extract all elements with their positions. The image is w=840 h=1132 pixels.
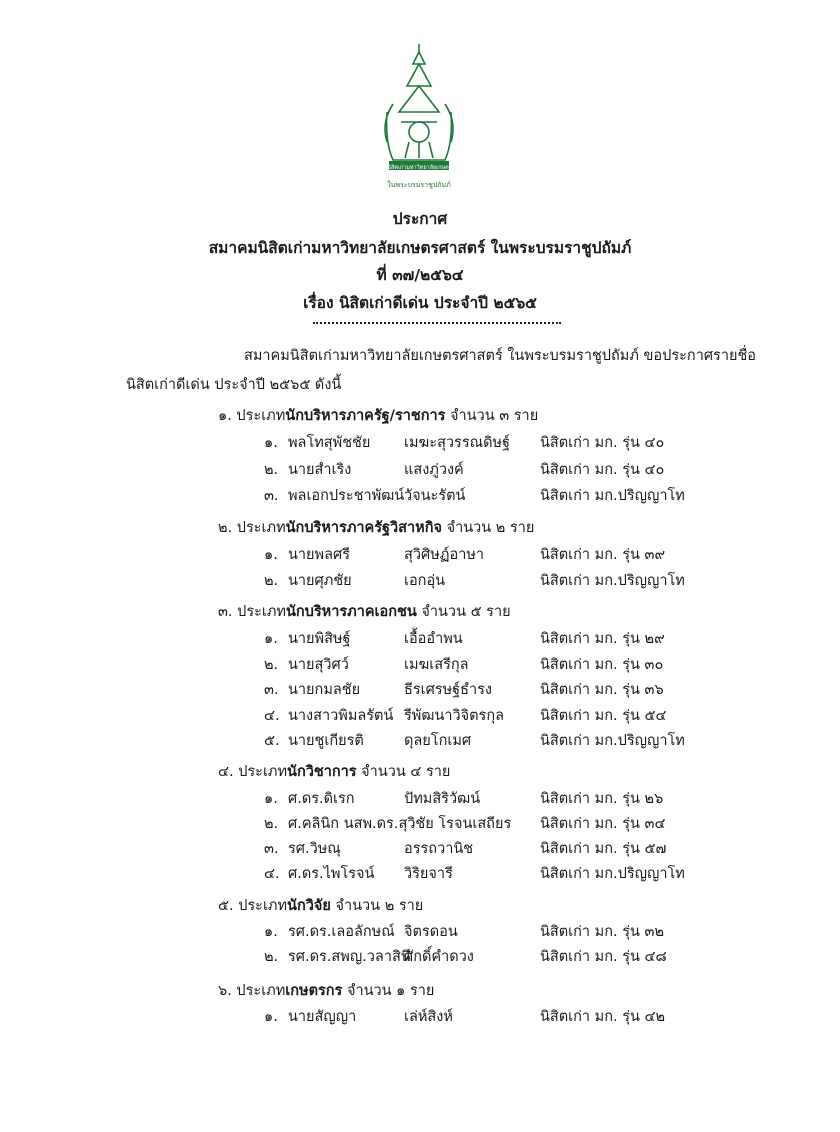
category-count: จำนวน ๓ ราย	[445, 408, 539, 424]
person-first-name: ศ.ดร.ดิเรก	[288, 791, 355, 807]
person-alumni-class: นิสิตเก่า มก.ปริญญาโท	[540, 488, 685, 504]
list-item	[0, 729, 800, 755]
person-alumni-class: นิสิตเก่า มก. รุ่น ๓๐	[540, 657, 664, 673]
person-first-name: นายพิสิษฐ์	[288, 631, 351, 647]
category-heading	[218, 404, 538, 427]
list-item	[0, 543, 800, 569]
list-item	[0, 627, 800, 653]
person-alumni-class: นิสิตเก่า มก. รุ่น ๕๗	[540, 841, 667, 857]
person-first-name: นายสุวิศว์	[288, 657, 349, 673]
person-first-name: รศ.วิษณุ	[288, 841, 341, 857]
list-item	[0, 945, 800, 971]
category-prefix: ๕. ประเภท	[218, 898, 288, 914]
item-number: ๔.	[264, 708, 280, 724]
person-first-name: ศ.ดร.ไพโรจน์	[288, 866, 375, 882]
item-number: ๑.	[264, 547, 278, 563]
person-first-name: นายศุภชัย	[288, 573, 352, 589]
person-first-name: รศ.ดร.สพญ.วลาสินี	[288, 949, 411, 965]
person-last-name: รีพัฒนาวิจิตรกุล	[404, 708, 505, 724]
category-heading	[218, 760, 450, 783]
person-alumni-class: นิสิตเก่า มก. รุ่น ๓๖	[540, 682, 664, 698]
category-prefix: ๓. ประเภท	[218, 604, 286, 620]
person-last-name: วิริยจารี	[404, 866, 453, 882]
emblem-ring-text: สมาคมนิสิตเก่ามหาวิทยาลัยเกษตรศาสตร์	[369, 165, 469, 171]
person-alumni-class: นิสิตเก่า มก.ปริญญาโท	[540, 733, 685, 749]
item-number: ๓.	[264, 682, 279, 698]
item-number: ๒.	[264, 462, 279, 478]
dotted-divider	[313, 322, 561, 324]
category-heading	[218, 979, 434, 1002]
list-item	[0, 862, 800, 888]
person-alumni-class: นิสิตเก่า มก. รุ่น ๔๘	[540, 949, 667, 965]
list-item	[0, 678, 800, 704]
item-number: ๒.	[264, 949, 279, 965]
list-item	[0, 787, 800, 813]
item-number: ๕.	[264, 733, 280, 749]
person-first-name: ศ.คลินิก นสพ.ดร.สุวิชัย โรจนเสถียร	[288, 816, 512, 832]
announcement-title: ประกาศ	[392, 210, 448, 228]
person-last-name: วัจนะรัตน์	[404, 488, 466, 504]
intro-line-1: สมาคมนิสิตเก่ามหาวิทยาลัยเกษตรศาสตร์ ในพระบรมราชูปถัมภ์ ขอประกาศรายชื่อ	[244, 348, 757, 364]
item-number: ๑.	[264, 631, 278, 647]
person-first-name: นายกมลชัย	[288, 682, 361, 698]
person-alumni-class: นิสิตเก่า มก. รุ่น ๒๙	[540, 631, 665, 647]
category-count: จำนวน ๑ ราย	[342, 983, 435, 999]
person-first-name: นายสำเริง	[288, 462, 352, 478]
person-first-name: พลโทสุพัชชัย	[288, 435, 371, 451]
category-name: นักบริหารภาครัฐ/ราชการ	[285, 408, 446, 424]
list-item	[0, 837, 800, 863]
category-count: จำนวน ๒ ราย	[441, 520, 535, 536]
list-item	[0, 484, 800, 510]
emblem-caption: ในพระบรมราชูปถัมภ์	[387, 181, 451, 189]
intro-line-2: นิสิตเก่าดีเด่น ประจำปี ๒๕๖๕ ดังนี้	[126, 377, 342, 393]
person-last-name: ธีรเศรษฐ์ธำรง	[404, 682, 493, 698]
person-alumni-class: นิสิตเก่า มก. รุ่น ๔๒	[540, 1009, 666, 1025]
person-last-name: เมฆะสุวรรณดิษฐ์	[404, 435, 511, 451]
category-count: จำนวน ๒ ราย	[330, 898, 424, 914]
person-last-name: สุวิศิษฏ์อาษา	[404, 547, 485, 563]
list-item	[0, 458, 800, 484]
item-number: ๑.	[264, 1009, 278, 1025]
category-name: นักวิชาการ	[287, 764, 357, 780]
announcement-number: ที่ ๓๗/๒๕๖๔	[376, 266, 464, 284]
person-last-name: เอกอุ่น	[404, 573, 446, 589]
person-last-name: เมฆเสรีกุล	[404, 657, 469, 673]
item-number: ๑.	[264, 435, 278, 451]
category-prefix: ๑. ประเภท	[218, 408, 286, 424]
person-alumni-class: นิสิตเก่า มก. รุ่น ๓๙	[540, 547, 666, 563]
person-first-name: พลเอกประชาพัฒน์	[288, 488, 405, 504]
person-first-name: นายพลศรี	[288, 547, 350, 563]
person-last-name: จิตรดอน	[404, 924, 458, 940]
person-last-name: ปัทมสิริวัฒน์	[404, 791, 481, 807]
announcement-subject: เรื่อง นิสิตเก่าดีเด่น ประจำปี ๒๕๖๕	[303, 294, 537, 312]
list-item	[0, 1005, 800, 1031]
list-item	[0, 653, 800, 679]
person-last-name: ศักดิ์คำดวง	[404, 949, 474, 965]
item-number: ๑.	[264, 924, 278, 940]
list-item	[0, 431, 800, 457]
category-name: นักวิจัย	[287, 898, 331, 914]
item-number: ๒.	[264, 657, 279, 673]
category-name: นักบริหารภาครัฐวิสาหกิจ	[285, 520, 442, 536]
category-prefix: ๒. ประเภท	[218, 520, 286, 536]
person-last-name: เอื้ออำพน	[404, 631, 463, 647]
person-alumni-class: นิสิตเก่า มก. รุ่น ๔๐	[540, 462, 665, 478]
category-prefix: ๔. ประเภท	[218, 764, 288, 780]
list-item	[0, 920, 800, 946]
item-number: ๓.	[264, 841, 279, 857]
category-heading	[218, 894, 423, 917]
person-alumni-class: นิสิตเก่า มก. รุ่น ๔๐	[540, 435, 665, 451]
category-name: นักบริหารภาคเอกชน	[285, 604, 417, 620]
item-number: ๒.	[264, 573, 279, 589]
person-last-name: เล่ห์สิงห์	[404, 1009, 453, 1025]
item-number: ๔.	[264, 866, 280, 882]
category-count: จำนวน ๕ ราย	[416, 604, 511, 620]
list-item	[0, 704, 800, 730]
person-first-name: รศ.ดร.เลอลักษณ์	[288, 924, 395, 940]
category-count: จำนวน ๔ ราย	[356, 764, 451, 780]
person-first-name: นางสาวพิมลรัตน์	[288, 708, 394, 724]
person-first-name: นายสัญญา	[288, 1009, 357, 1025]
category-prefix: ๖. ประเภท	[218, 983, 286, 999]
person-alumni-class: นิสิตเก่า มก. รุ่น ๓๒	[540, 924, 665, 940]
person-alumni-class: นิสิตเก่า มก. รุ่น ๒๖	[540, 791, 664, 807]
association-name: สมาคมนิสิตเก่ามหาวิทยาลัยเกษตรศาสตร์ ในพระบรมราชูปถัมภ์	[208, 239, 632, 257]
person-alumni-class: นิสิตเก่า มก.ปริญญาโท	[540, 573, 685, 589]
category-heading	[218, 600, 511, 623]
person-last-name: อรรถวานิช	[404, 841, 474, 857]
person-alumni-class: นิสิตเก่า มก. รุ่น ๕๔	[540, 708, 667, 724]
list-item	[0, 569, 800, 595]
association-emblem-icon	[369, 42, 469, 192]
category-name: เกษตรกร	[285, 983, 343, 999]
item-number: ๓.	[264, 488, 279, 504]
person-alumni-class: นิสิตเก่า มก. รุ่น ๓๔	[540, 816, 666, 832]
person-first-name: นายชูเกียรติ	[288, 733, 364, 749]
person-last-name: แสงภู่วงค์	[404, 462, 464, 478]
category-heading	[218, 516, 534, 539]
person-last-name: ดุลยโกเมศ	[404, 733, 472, 749]
item-number: ๒.	[264, 816, 279, 832]
list-item	[0, 812, 800, 838]
person-alumni-class: นิสิตเก่า มก.ปริญญาโท	[540, 866, 685, 882]
item-number: ๑.	[264, 791, 278, 807]
